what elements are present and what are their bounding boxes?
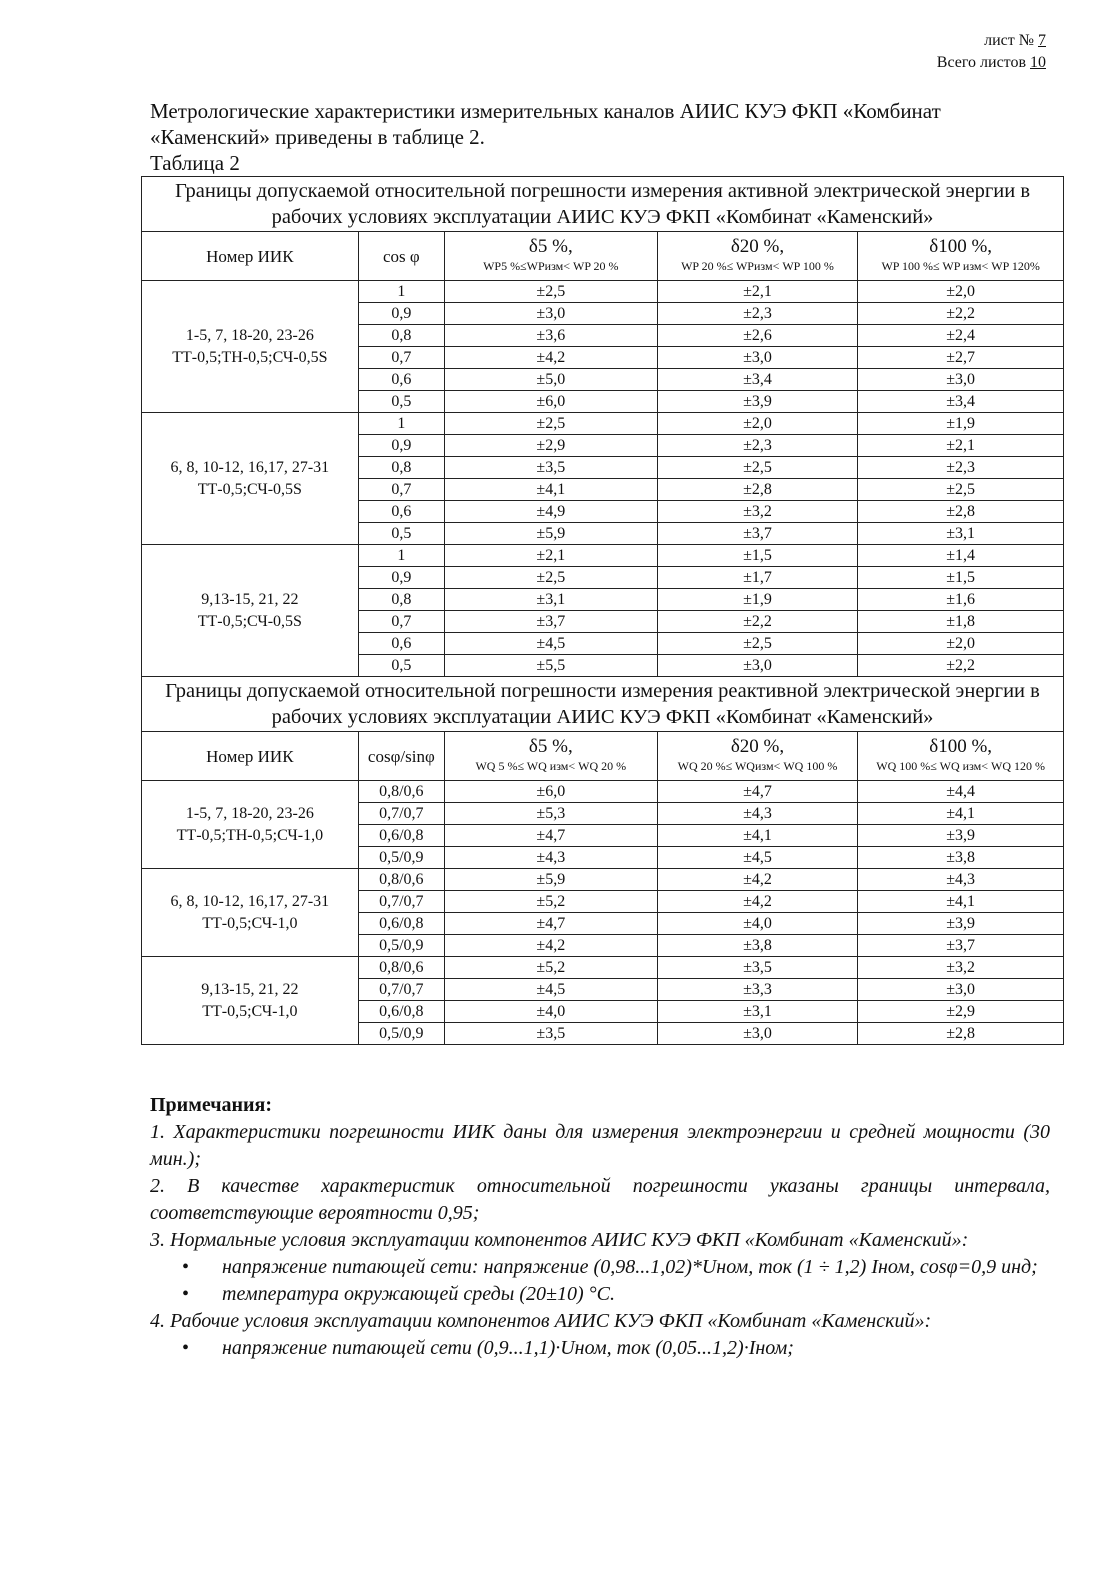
iik-config: ТТ-0,5;СЧ-1,0 — [202, 1002, 298, 1020]
intro-paragraph: Метрологические характеристики измерительных каналов АИИС КУЭ ФКП «Комбинат «Каменский» приведены в таблице 2. — [150, 99, 941, 149]
delta100-value: ±3,2 — [858, 957, 1064, 979]
delta5-value: ±4,7 — [444, 913, 657, 935]
cos-value: 0,7 — [358, 347, 444, 369]
note-4-item: • напряжение питающей сети (0,9...1,1)·Uном, ток (0,05...1,2)·Iном; — [202, 1335, 1050, 1362]
header-d5 — [444, 232, 657, 281]
header-cos: cos φ — [358, 232, 444, 281]
delta5-value: ±6,0 — [444, 781, 657, 803]
sheet-number: лист № 7 — [984, 32, 1046, 49]
delta5-value: ±5,0 — [444, 369, 657, 391]
delta100-value: ±2,0 — [858, 633, 1064, 655]
delta100-value: ±3,9 — [858, 913, 1064, 935]
cos-value: 0,6 — [358, 369, 444, 391]
iik-numbers: 9,13-15, 21, 22 — [201, 980, 299, 998]
delta20-value: ±4,1 — [657, 825, 858, 847]
delta100-value: ±2,2 — [858, 655, 1064, 677]
delta20-value: ±3,7 — [657, 523, 858, 545]
bullet-icon: • — [182, 1256, 190, 1278]
active-section-title-row — [142, 177, 1064, 232]
delta20-value: ±3,8 — [657, 935, 858, 957]
delta100-value: ±1,6 — [858, 589, 1064, 611]
delta20-value: ±4,3 — [657, 803, 858, 825]
cos-value: 0,8/0,6 — [358, 957, 444, 979]
reactive-section-title-row — [142, 677, 1064, 732]
cos-value: 0,6/0,8 — [358, 913, 444, 935]
delta20-value: ±1,7 — [657, 567, 858, 589]
cos-value: 0,8 — [358, 457, 444, 479]
iik-numbers: 6, 8, 10-12, 16,17, 27-31 — [170, 892, 330, 910]
iik-group-cell — [142, 869, 359, 957]
iik-group-cell — [142, 545, 359, 677]
delta-label: δ20 %, — [730, 736, 785, 757]
cos-value: 0,5 — [358, 391, 444, 413]
delta20-value: ±3,2 — [657, 501, 858, 523]
cos-value: 0,8/0,6 — [358, 869, 444, 891]
delta20-value: ±2,2 — [657, 611, 858, 633]
delta20-value: ±4,5 — [657, 847, 858, 869]
header-cos: cosφ/sinφ — [358, 732, 444, 781]
delta100-value: ±2,1 — [858, 435, 1064, 457]
reactive-section-title: Границы допускаемой относительной погрешности измерения реактивной электрической энергии в рабочих условиях эксплуатации АИИС КУЭ ФКП «Комбинат «Каменский» — [142, 677, 1064, 732]
delta5-value: ±4,5 — [444, 633, 657, 655]
delta5-value: ±2,9 — [444, 435, 657, 457]
delta100-value: ±2,7 — [858, 347, 1064, 369]
delta100-value: ±4,1 — [858, 803, 1064, 825]
delta100-value: ±3,0 — [858, 369, 1064, 391]
cos-value: 0,9 — [358, 303, 444, 325]
delta20-value: ±4,7 — [657, 781, 858, 803]
cos-value: 0,5/0,9 — [358, 1023, 444, 1045]
cos-value: 0,7 — [358, 479, 444, 501]
table-row — [142, 281, 1064, 303]
delta100-value: ±2,5 — [858, 479, 1064, 501]
table-row — [142, 781, 1064, 803]
delta20-value: ±3,9 — [657, 391, 858, 413]
delta20-value: ±2,0 — [657, 413, 858, 435]
delta20-value: ±3,3 — [657, 979, 858, 1001]
cos-value: 0,6/0,8 — [358, 1001, 444, 1023]
note-2: 2. В качестве характеристик относительной погрешности указаны границы интервала, соответствующие вероятности 0,95; — [150, 1175, 1050, 1224]
delta100-value: ±1,9 — [858, 413, 1064, 435]
range-label: WQ 20 %≤ WQизм< WQ 100 % — [677, 759, 838, 773]
cos-value: 0,5 — [358, 523, 444, 545]
header-d20 — [657, 732, 858, 781]
cos-value: 0,5 — [358, 655, 444, 677]
cos-value: 0,9 — [358, 435, 444, 457]
iik-config: ТТ-0,5;СЧ-0,5S — [197, 480, 302, 498]
table-caption: Таблица 2 — [150, 151, 240, 175]
notes-title: Примечания: — [150, 1094, 273, 1116]
delta20-value: ±2,6 — [657, 325, 858, 347]
delta100-value: ±3,1 — [858, 523, 1064, 545]
delta5-value: ±5,9 — [444, 869, 657, 891]
delta5-value: ±5,2 — [444, 957, 657, 979]
note-4: 4. Рабочие условия эксплуатации компонентов АИИС КУЭ ФКП «Комбинат «Каменский»: — [150, 1310, 932, 1332]
note-3: 3. Нормальные условия эксплуатации компонентов АИИС КУЭ ФКП «Комбинат «Каменский»: — [150, 1229, 969, 1251]
delta20-value: ±3,0 — [657, 1023, 858, 1045]
header-d20 — [657, 232, 858, 281]
delta20-value: ±3,4 — [657, 369, 858, 391]
delta100-value: ±2,8 — [858, 1023, 1064, 1045]
iik-config: ТТ-0,5;ТН-0,5;СЧ-1,0 — [176, 826, 324, 844]
delta5-value: ±5,3 — [444, 803, 657, 825]
cos-value: 1 — [358, 545, 444, 567]
delta5-value: ±3,7 — [444, 611, 657, 633]
cos-value: 1 — [358, 281, 444, 303]
iik-config: ТТ-0,5;ТН-0,5;СЧ-0,5S — [172, 348, 328, 366]
cos-value: 0,7/0,7 — [358, 979, 444, 1001]
reactive-header-row — [142, 732, 1064, 781]
delta5-value: ±4,9 — [444, 501, 657, 523]
table-row — [142, 413, 1064, 435]
accuracy-table — [141, 176, 1064, 1045]
delta5-value: ±4,3 — [444, 847, 657, 869]
header-d100 — [858, 732, 1064, 781]
iik-group-cell — [142, 957, 359, 1045]
iik-numbers: 1-5, 7, 18-20, 23-26 — [185, 804, 314, 822]
delta100-value: ±4,4 — [858, 781, 1064, 803]
delta20-value: ±2,5 — [657, 457, 858, 479]
delta20-value: ±2,8 — [657, 479, 858, 501]
cos-value: 1 — [358, 413, 444, 435]
table-row — [142, 545, 1064, 567]
table-row — [142, 957, 1064, 979]
cos-value: 0,6 — [358, 501, 444, 523]
note-1: 1. Характеристики погрешности ИИК даны для измерения электроэнергии и средней мощности (30 мин.); — [150, 1121, 1050, 1170]
delta20-value: ±2,3 — [657, 303, 858, 325]
delta5-value: ±4,7 — [444, 825, 657, 847]
iik-config: ТТ-0,5;СЧ-1,0 — [202, 914, 298, 932]
iik-numbers: 1-5, 7, 18-20, 23-26 — [185, 326, 314, 344]
iik-group-cell — [142, 781, 359, 869]
table-row — [142, 869, 1064, 891]
delta5-value: ±2,5 — [444, 281, 657, 303]
delta5-value: ±4,2 — [444, 935, 657, 957]
delta5-value: ±2,1 — [444, 545, 657, 567]
delta20-value: ±1,9 — [657, 589, 858, 611]
cos-value: 0,5/0,9 — [358, 847, 444, 869]
note-3-list — [150, 1254, 1050, 1308]
range-label: WP5 %≤WPизм< WP 20 % — [483, 259, 619, 273]
cos-value: 0,8/0,6 — [358, 781, 444, 803]
delta100-value: ±3,4 — [858, 391, 1064, 413]
delta20-value: ±3,1 — [657, 1001, 858, 1023]
total-sheets: Всего листов 10 — [936, 54, 1046, 71]
delta20-value: ±4,2 — [657, 869, 858, 891]
delta100-value: ±2,4 — [858, 325, 1064, 347]
cos-value: 0,7/0,7 — [358, 891, 444, 913]
cos-value: 0,8 — [358, 325, 444, 347]
delta100-value: ±4,1 — [858, 891, 1064, 913]
range-label: WQ 100 %≤ WQ изм< WQ 120 % — [876, 759, 1045, 773]
delta5-value: ±3,1 — [444, 589, 657, 611]
delta100-value: ±2,8 — [858, 501, 1064, 523]
sheet-number-block — [937, 30, 1046, 74]
delta20-value: ±2,1 — [657, 281, 858, 303]
delta5-value: ±3,6 — [444, 325, 657, 347]
cos-value: 0,6/0,8 — [358, 825, 444, 847]
delta-label: δ20 %, — [730, 236, 785, 257]
delta-label: δ100 %, — [929, 236, 993, 257]
delta5-value: ±3,5 — [444, 1023, 657, 1045]
notes-section — [150, 1092, 1050, 1362]
delta20-value: ±4,0 — [657, 913, 858, 935]
delta100-value: ±3,9 — [858, 825, 1064, 847]
bullet-icon: • — [182, 1337, 190, 1359]
delta20-value: ±2,3 — [657, 435, 858, 457]
range-label: WP 20 %≤ WPизм< WP 100 % — [681, 259, 834, 273]
delta100-value: ±1,5 — [858, 567, 1064, 589]
iik-group-cell — [142, 281, 359, 413]
delta20-value: ±1,5 — [657, 545, 858, 567]
delta5-value: ±4,2 — [444, 347, 657, 369]
delta20-value: ±3,5 — [657, 957, 858, 979]
delta100-value: ±3,8 — [858, 847, 1064, 869]
active-header-row — [142, 232, 1064, 281]
delta5-value: ±3,0 — [444, 303, 657, 325]
iik-numbers: 6, 8, 10-12, 16,17, 27-31 — [170, 458, 330, 476]
delta100-value: ±1,4 — [858, 545, 1064, 567]
header-d5 — [444, 732, 657, 781]
delta20-value: ±4,2 — [657, 891, 858, 913]
delta5-value: ±4,1 — [444, 479, 657, 501]
delta-label: δ100 %, — [929, 736, 993, 757]
header-iik: Номер ИИК — [142, 232, 359, 281]
delta-label: δ5 %, — [528, 736, 573, 757]
delta5-value: ±6,0 — [444, 391, 657, 413]
delta100-value: ±2,0 — [858, 281, 1064, 303]
header-iik: Номер ИИК — [142, 732, 359, 781]
delta100-value: ±1,8 — [858, 611, 1064, 633]
delta5-value: ±2,5 — [444, 567, 657, 589]
range-label: WQ 5 %≤ WQ изм< WQ 20 % — [475, 759, 627, 773]
iik-numbers: 9,13-15, 21, 22 — [201, 590, 299, 608]
header-d100 — [858, 232, 1064, 281]
delta100-value: ±2,3 — [858, 457, 1064, 479]
range-label: WP 100 %≤ WP изм< WP 120% — [881, 259, 1040, 273]
delta5-value: ±3,5 — [444, 457, 657, 479]
delta5-value: ±5,9 — [444, 523, 657, 545]
delta100-value: ±2,9 — [858, 1001, 1064, 1023]
cos-value: 0,9 — [358, 567, 444, 589]
cos-value: 0,7 — [358, 611, 444, 633]
delta5-value: ±4,5 — [444, 979, 657, 1001]
cos-value: 0,5/0,9 — [358, 935, 444, 957]
delta5-value: ±2,5 — [444, 413, 657, 435]
cos-value: 0,7/0,7 — [358, 803, 444, 825]
delta20-value: ±3,0 — [657, 655, 858, 677]
iik-group-cell — [142, 413, 359, 545]
delta20-value: ±3,0 — [657, 347, 858, 369]
bullet-icon: • — [182, 1283, 190, 1305]
delta5-value: ±4,0 — [444, 1001, 657, 1023]
delta-label: δ5 %, — [528, 236, 573, 257]
note-4-list — [150, 1335, 1050, 1362]
delta100-value: ±3,0 — [858, 979, 1064, 1001]
delta5-value: ±5,5 — [444, 655, 657, 677]
delta20-value: ±2,5 — [657, 633, 858, 655]
note-3-item: • температура окружающей среды (20±10) °С. — [202, 1281, 1050, 1308]
note-3-item: • напряжение питающей сети: напряжение (0,98...1,02)*Uном, ток (1 ÷ 1,2) Iном, cosφ=0,9 инд; — [202, 1254, 1050, 1281]
delta100-value: ±3,7 — [858, 935, 1064, 957]
delta5-value: ±5,2 — [444, 891, 657, 913]
delta100-value: ±4,3 — [858, 869, 1064, 891]
cos-value: 0,8 — [358, 589, 444, 611]
delta100-value: ±2,2 — [858, 303, 1064, 325]
iik-config: ТТ-0,5;СЧ-0,5S — [197, 612, 302, 630]
active-section-title: Границы допускаемой относительной погрешности измерения активной электрической энергии в рабочих условиях эксплуатации АИИС КУЭ ФКП «Комбинат «Каменский» — [142, 177, 1064, 232]
cos-value: 0,6 — [358, 633, 444, 655]
